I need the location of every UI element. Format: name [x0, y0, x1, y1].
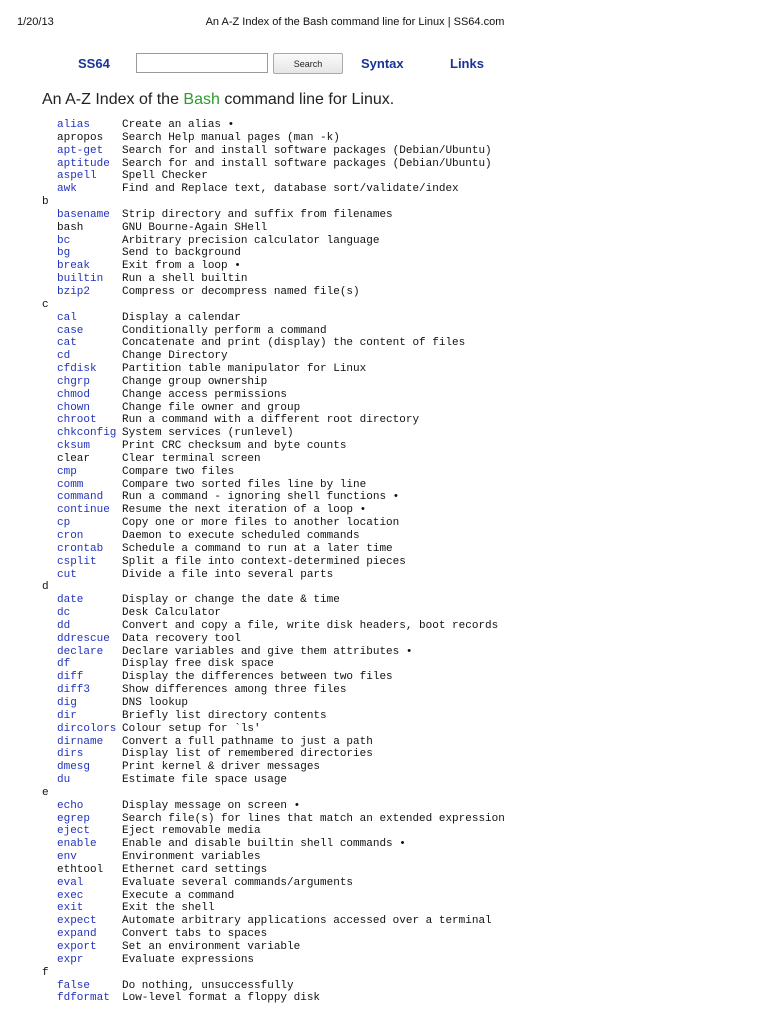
command-link[interactable]: cmp	[57, 465, 77, 478]
command-description: Daemon to execute scheduled commands	[122, 530, 360, 542]
search-button[interactable]: Search	[273, 53, 343, 74]
command-name: ethtool	[57, 863, 104, 876]
command-row	[40, 877, 760, 890]
command-description: Compare two files	[122, 465, 235, 478]
command-description: Find and Replace text, database sort/validate/index	[122, 183, 459, 196]
command-description: Compress or decompress named file(s)	[122, 285, 360, 298]
command-description: Split a file into context-determined pieces	[122, 555, 406, 568]
letter-heading: d	[42, 581, 49, 594]
command-description: Display a calendar	[122, 311, 241, 324]
command-row	[40, 851, 760, 864]
command-description: Display message on screen •	[122, 799, 301, 812]
command-link[interactable]: dircolors	[57, 722, 117, 735]
command-link[interactable]: dc	[57, 607, 71, 620]
command-link[interactable]: declare	[57, 645, 104, 658]
letter-heading-row	[40, 967, 760, 980]
command-row	[40, 132, 760, 145]
command-link[interactable]: exec	[57, 889, 84, 902]
command-row	[40, 902, 760, 915]
command-row	[40, 646, 760, 659]
command-description: Partition table manipulator for Linux	[122, 363, 367, 376]
command-link[interactable]: basename	[57, 208, 110, 221]
page-title-bash-link[interactable]: Bash	[183, 91, 220, 108]
command-link[interactable]: diff	[57, 671, 84, 684]
command-description: Display or change the date & time	[122, 594, 340, 607]
command-row	[40, 286, 760, 299]
command-description: Strip directory and suffix from filenames	[122, 208, 393, 221]
command-row	[40, 954, 760, 967]
command-row	[40, 247, 760, 260]
command-name: bash	[57, 221, 84, 234]
command-link[interactable]: chmod	[57, 388, 91, 401]
command-row	[40, 658, 760, 671]
command-link[interactable]: crontab	[57, 542, 104, 555]
command-link[interactable]: du	[57, 774, 71, 787]
command-link[interactable]: egrep	[57, 812, 91, 825]
command-link[interactable]: eval	[57, 876, 84, 889]
command-row	[40, 915, 760, 928]
command-description: Desk Calculator	[122, 607, 222, 620]
letter-heading-row	[40, 581, 760, 594]
command-row	[40, 312, 760, 325]
command-description: Low-level format a floppy disk	[122, 992, 321, 1005]
command-row	[40, 928, 760, 941]
command-description: System services (runlevel)	[122, 427, 294, 440]
command-row	[40, 941, 760, 954]
command-row	[40, 350, 760, 363]
links-link[interactable]: Links	[450, 56, 484, 71]
command-link[interactable]: cksum	[57, 440, 91, 453]
page-title-prefix: An A-Z Index of the	[42, 91, 184, 108]
command-link[interactable]: alias	[57, 119, 91, 131]
command-link[interactable]: aptitude	[57, 157, 110, 170]
command-description: Compare two sorted files line by line	[122, 478, 367, 491]
page-title	[42, 91, 394, 109]
command-description: Send to background	[122, 247, 241, 260]
command-row	[40, 607, 760, 620]
command-description: Environment variables	[122, 851, 261, 864]
command-description: Estimate file space usage	[122, 774, 288, 787]
command-link[interactable]: exit	[57, 902, 84, 915]
command-description: Schedule a command to run at a later time	[122, 542, 393, 555]
command-description: Display the differences between two files	[122, 671, 393, 684]
command-description: Copy one or more files to another location	[122, 517, 400, 530]
command-description: Run a command - ignoring shell functions •	[122, 491, 400, 504]
command-description: Divide a file into several parts	[122, 568, 334, 581]
command-description: Print kernel & driver messages	[122, 761, 321, 774]
command-link[interactable]: cd	[57, 350, 71, 363]
command-description: Evaluate several commands/arguments	[122, 876, 354, 889]
command-link[interactable]: dd	[57, 619, 71, 632]
command-description: Search for and install software packages (Debian/Ubuntu)	[122, 157, 492, 170]
command-link[interactable]: chgrp	[57, 375, 91, 388]
command-row	[40, 736, 760, 749]
command-link[interactable]: builtin	[57, 273, 104, 286]
command-row	[40, 235, 760, 248]
command-link[interactable]: cal	[57, 311, 77, 324]
command-description: Change file owner and group	[122, 401, 301, 414]
command-description: Automate arbitrary applications accessed over a terminal	[122, 915, 492, 928]
site-nav	[0, 52, 768, 78]
command-link[interactable]: df	[57, 658, 71, 671]
letter-heading: e	[42, 786, 49, 799]
command-description: Arbitrary precision calculator language	[122, 234, 380, 247]
command-row	[40, 980, 760, 993]
command-row	[40, 170, 760, 183]
command-link[interactable]: chroot	[57, 414, 97, 427]
command-description: Change group ownership	[122, 375, 268, 388]
command-link[interactable]: cat	[57, 337, 77, 350]
command-link[interactable]: dmesg	[57, 761, 91, 774]
letter-heading: c	[42, 298, 49, 311]
command-link[interactable]: bc	[57, 234, 71, 247]
command-row	[40, 530, 760, 543]
command-description: Print CRC checksum and byte counts	[122, 440, 347, 453]
command-row	[40, 183, 760, 196]
command-description: Change access permissions	[122, 388, 288, 401]
command-row	[40, 890, 760, 903]
ss64-logo-link[interactable]: SS64	[78, 56, 110, 71]
command-row	[40, 992, 760, 1005]
command-description: Convert a full pathname to just a path	[122, 735, 373, 748]
command-index	[40, 119, 760, 1005]
command-description: Briefly list directory contents	[122, 709, 327, 722]
command-row	[40, 813, 760, 826]
command-description: Do nothing, unsuccessfully	[122, 979, 294, 992]
command-row	[40, 761, 760, 774]
command-description: Change Directory	[122, 350, 228, 363]
command-description: Display free disk space	[122, 658, 274, 671]
command-link[interactable]: csplit	[57, 555, 97, 568]
page-title-suffix: command line for Linux.	[219, 91, 395, 108]
command-description: Convert and copy a file, write disk headers, boot records	[122, 619, 499, 632]
command-link[interactable]: dig	[57, 696, 77, 709]
command-row	[40, 273, 760, 286]
letter-heading-row	[40, 299, 760, 312]
command-link[interactable]: command	[57, 491, 104, 504]
command-row	[40, 427, 760, 440]
command-row	[40, 389, 760, 402]
command-link[interactable]: expect	[57, 915, 97, 928]
syntax-link[interactable]: Syntax	[361, 56, 404, 71]
command-row	[40, 504, 760, 517]
print-header	[0, 16, 768, 32]
command-description: Convert tabs to spaces	[122, 928, 268, 941]
command-link[interactable]: case	[57, 324, 84, 337]
command-row	[40, 414, 760, 427]
command-link[interactable]: chown	[57, 401, 91, 414]
print-title: An A-Z Index of the Bash command line for Linux | SS64.com	[205, 16, 505, 28]
command-row	[40, 825, 760, 838]
command-link[interactable]: diff3	[57, 684, 91, 697]
command-link[interactable]: cut	[57, 568, 77, 581]
command-link[interactable]: comm	[57, 478, 84, 491]
command-row	[40, 453, 760, 466]
command-description: Show differences among three files	[122, 684, 347, 697]
command-link[interactable]: dirname	[57, 735, 104, 748]
command-row	[40, 748, 760, 761]
command-row	[40, 800, 760, 813]
command-description: Spell Checker	[122, 170, 208, 183]
command-description: Search file(s) for lines that match an extended expression	[122, 812, 505, 825]
command-row	[40, 491, 760, 504]
command-row	[40, 723, 760, 736]
command-row	[40, 145, 760, 158]
command-row	[40, 337, 760, 350]
command-row	[40, 556, 760, 569]
command-row	[40, 697, 760, 710]
command-row	[40, 543, 760, 556]
command-row	[40, 517, 760, 530]
command-row	[40, 119, 760, 132]
command-description: Search Help manual pages (man -k)	[122, 131, 340, 144]
command-link[interactable]: fdformat	[57, 992, 110, 1005]
command-row	[40, 158, 760, 171]
command-row	[40, 222, 760, 235]
letter-heading: b	[42, 196, 49, 209]
command-link[interactable]: dir	[57, 709, 77, 722]
command-row	[40, 710, 760, 723]
command-row	[40, 209, 760, 222]
command-description: DNS lookup	[122, 696, 189, 709]
command-row	[40, 774, 760, 787]
command-link[interactable]: bg	[57, 247, 71, 260]
command-row	[40, 466, 760, 479]
command-row	[40, 325, 760, 338]
command-description: Ethernet card settings	[122, 863, 268, 876]
command-row	[40, 363, 760, 376]
command-row	[40, 671, 760, 684]
letter-heading-row	[40, 787, 760, 800]
command-description: Enable and disable builtin shell commands •	[122, 838, 406, 851]
command-description: GNU Bourne-Again SHell	[122, 221, 268, 234]
command-description: Run a shell builtin	[122, 273, 248, 286]
command-description: Declare variables and give them attributes •	[122, 645, 413, 658]
command-link[interactable]: chkconfig	[57, 427, 117, 440]
command-description: Eject removable media	[122, 825, 261, 838]
command-description: Set an environment variable	[122, 941, 301, 953]
command-link[interactable]: env	[57, 851, 77, 864]
command-link[interactable]: cron	[57, 530, 84, 542]
command-description: Concatenate and print (display) the content of files	[122, 337, 466, 350]
command-description: Colour setup for `ls'	[122, 722, 261, 735]
command-link[interactable]: ddrescue	[57, 632, 110, 645]
command-description: Create an alias •	[122, 119, 235, 131]
command-link[interactable]: awk	[57, 183, 77, 196]
command-row	[40, 260, 760, 273]
command-link[interactable]: expand	[57, 928, 97, 941]
letter-heading-row	[40, 196, 760, 209]
command-row	[40, 864, 760, 877]
command-name: clear	[57, 452, 91, 465]
command-link[interactable]: echo	[57, 799, 84, 812]
letter-heading: f	[42, 966, 49, 979]
command-row	[40, 684, 760, 697]
command-row	[40, 402, 760, 415]
command-row	[40, 594, 760, 607]
command-description: Exit the shell	[122, 902, 215, 915]
command-link[interactable]: date	[57, 594, 84, 607]
command-link[interactable]: aspell	[57, 170, 97, 183]
command-link[interactable]: expr	[57, 953, 84, 966]
command-link[interactable]: bzip2	[57, 285, 91, 298]
command-description: Conditionally perform a command	[122, 324, 327, 337]
command-row	[40, 633, 760, 646]
command-row	[40, 569, 760, 582]
command-link[interactable]: cp	[57, 517, 71, 530]
command-row	[40, 479, 760, 492]
command-description: Exit from a loop •	[122, 260, 241, 273]
command-link[interactable]: false	[57, 979, 91, 992]
command-description: Run a command with a different root directory	[122, 414, 420, 427]
command-link[interactable]: cfdisk	[57, 363, 97, 376]
command-link[interactable]: export	[57, 941, 97, 953]
command-row	[40, 620, 760, 633]
command-description: Display list of remembered directories	[122, 748, 373, 761]
command-link[interactable]: break	[57, 260, 91, 273]
command-description: Execute a command	[122, 889, 235, 902]
command-link[interactable]: enable	[57, 838, 97, 851]
command-row	[40, 376, 760, 389]
command-link[interactable]: eject	[57, 825, 91, 838]
command-description: Clear terminal screen	[122, 452, 261, 465]
command-description: Search for and install software packages (Debian/Ubuntu)	[122, 144, 492, 157]
command-row	[40, 440, 760, 453]
command-row	[40, 838, 760, 851]
command-description: Resume the next iteration of a loop •	[122, 504, 367, 517]
command-name: apropos	[57, 131, 104, 144]
print-date: 1/20/13	[17, 16, 54, 28]
command-link[interactable]: apt-get	[57, 144, 104, 157]
command-description: Evaluate expressions	[122, 953, 255, 966]
command-description: Data recovery tool	[122, 632, 241, 645]
command-link[interactable]: continue	[57, 504, 110, 517]
search-input[interactable]	[136, 53, 268, 73]
command-link[interactable]: dirs	[57, 748, 84, 761]
